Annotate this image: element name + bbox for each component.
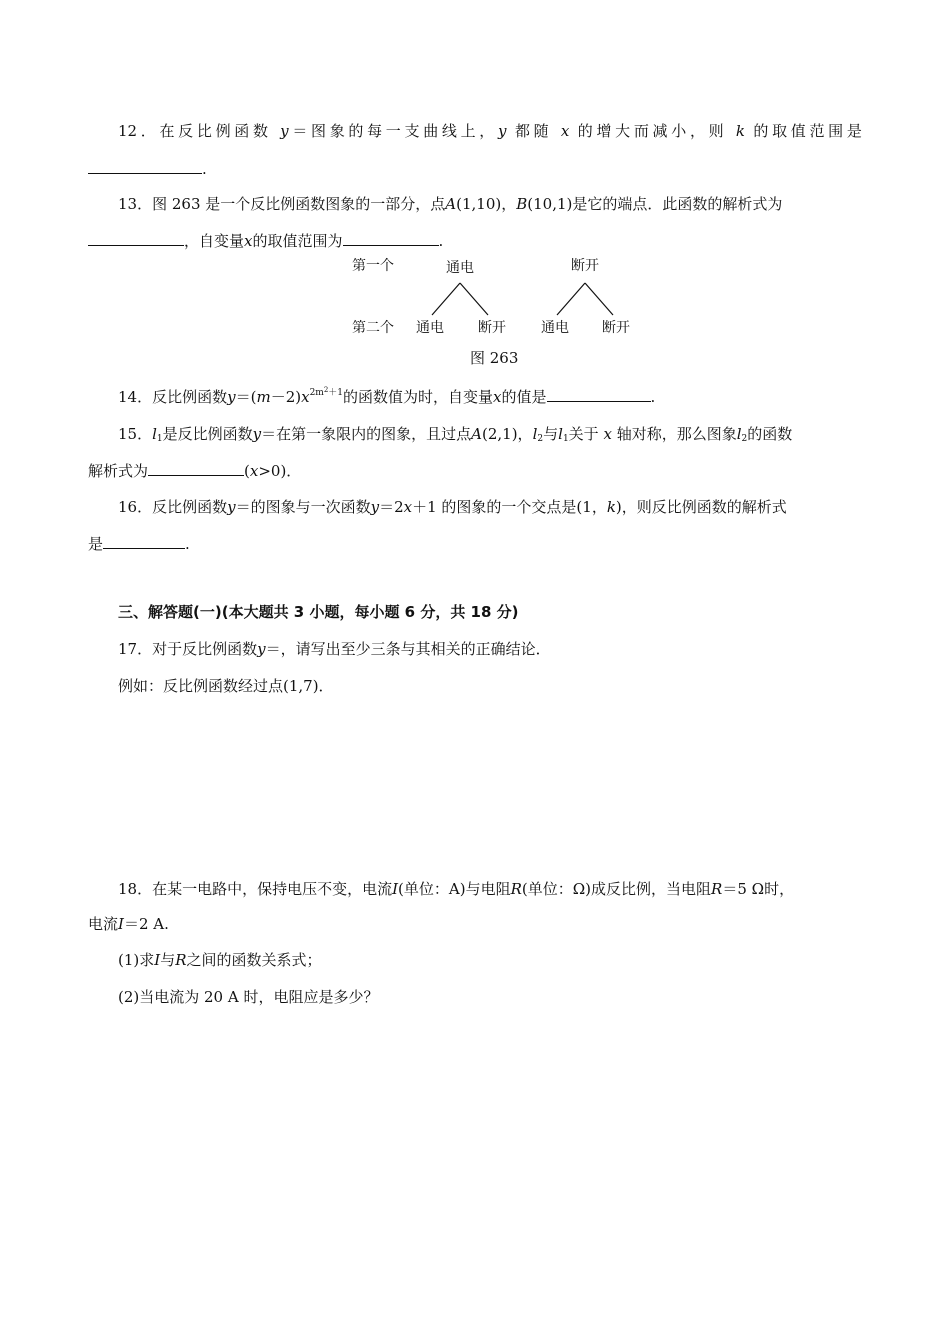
tree-diagram-figure <box>330 255 650 370</box>
answer-blank[interactable] <box>88 159 202 174</box>
q16-text: 是 <box>88 535 104 553</box>
q18-text: (1)求 <box>118 951 155 969</box>
var-y: y <box>252 425 262 443</box>
exponent-tail: ＋1 <box>328 388 344 398</box>
var-r: R <box>175 951 187 969</box>
exponent-power: 2 <box>323 386 329 394</box>
exponent <box>310 388 343 398</box>
question-number: 17． <box>118 640 153 658</box>
point-a: A <box>471 425 482 443</box>
question-number: 12． <box>118 122 160 140</box>
var-y: y <box>257 640 266 658</box>
row-1-label: 第一个 <box>352 258 394 274</box>
row-2-label: 第二个 <box>352 320 394 336</box>
var-r: R <box>510 880 522 898</box>
question-14-line-1 <box>118 387 898 407</box>
exponent-base: 2m <box>309 388 324 398</box>
node-bottom-2: 断开 <box>478 320 506 336</box>
q14-text: ＝( <box>235 388 257 406</box>
q14-text: 的函数值为时，自变量 <box>343 388 494 406</box>
q12-text: ＝图象的每一支曲线上， <box>288 122 498 140</box>
var-y: y <box>280 122 289 140</box>
q18-text: 在某一电路中，保持电压不变，电流 <box>152 880 393 898</box>
question-16-line-2 <box>88 534 868 554</box>
answer-blank[interactable] <box>547 387 651 402</box>
question-18-part-1 <box>118 950 898 970</box>
point-b: B <box>516 195 528 213</box>
question-number: 15． <box>118 425 153 443</box>
var-x: x <box>244 232 253 250</box>
question-13-line-1 <box>118 194 898 214</box>
period: . <box>650 388 656 406</box>
q12-text: 在反比例函数 <box>159 122 272 140</box>
q15-text: 与 <box>543 425 559 443</box>
var-x: x <box>301 388 310 406</box>
q18-text: ＝5 Ω时， <box>722 880 795 898</box>
var-x: x <box>603 425 612 443</box>
q16-text: ＋1 的图象的一个交点是(1， <box>412 498 607 516</box>
q18-text: (单位：Ω)成反比例，当电阻 <box>521 880 712 898</box>
var-i: I <box>118 915 124 933</box>
var-k: k <box>606 498 616 516</box>
paren: ( <box>244 462 250 480</box>
var-m: m <box>256 388 271 406</box>
figure-caption: 图 263 <box>470 349 519 367</box>
q15-text: 是反比例函数 <box>162 425 253 443</box>
var-l: l <box>532 425 538 443</box>
q13-text: (1,10)， <box>456 195 517 213</box>
var-x: x <box>560 122 570 140</box>
q13-text: 图 263 是一个反比例函数图象的一部分，点 <box>152 195 446 213</box>
var-r: R <box>711 880 723 898</box>
var-y: y <box>227 388 236 406</box>
q16-text: ＝2 <box>379 498 404 516</box>
var-x: x <box>403 498 413 516</box>
q16-text: ＝的图象与一次函数 <box>235 498 371 516</box>
var-y: y <box>370 498 380 516</box>
q13-text: (10,1) <box>527 195 573 213</box>
q14-text: 反比例函数 <box>152 388 228 406</box>
question-16-line-1 <box>118 497 898 517</box>
var-x: x <box>493 388 502 406</box>
q16-text: 反比例函数 <box>152 498 228 516</box>
question-15-line-1 <box>118 424 898 444</box>
q18-text: (单位：A)与电阻 <box>398 880 511 898</box>
q12-text: 的增大而减小，则 <box>577 122 728 140</box>
node-bottom-1: 通电 <box>416 320 444 336</box>
question-number: 13． <box>118 195 153 213</box>
node-bottom-4: 断开 <box>602 320 630 336</box>
q13-text: ，自变量 <box>184 232 245 250</box>
answer-blank[interactable] <box>103 534 185 549</box>
q15-text: 关于 <box>568 425 599 443</box>
q18-text: ＝2 A. <box>123 915 169 933</box>
subscript: 1 <box>156 434 163 444</box>
node-bottom-3: 通电 <box>541 320 569 336</box>
subscript: 2 <box>537 434 544 444</box>
q15-text: (2,1)， <box>482 425 533 443</box>
question-18-line-1 <box>118 879 898 899</box>
question-13-line-2 <box>88 231 868 251</box>
var-l: l <box>558 425 563 443</box>
q14-text: －2) <box>270 388 302 406</box>
node-top-left: 通电 <box>446 260 474 276</box>
condition: >0)． <box>258 462 302 480</box>
question-number: 14． <box>118 388 153 406</box>
q18-text: 电流 <box>88 915 119 933</box>
q13-text: 的取值范围为 <box>252 232 343 250</box>
var-l: l <box>736 425 742 443</box>
period: . <box>202 160 207 178</box>
question-17-example: 例如：反比例函数经过点(1,7)． <box>118 677 334 695</box>
period: . <box>185 535 190 553</box>
question-17-line-1 <box>118 639 898 659</box>
section-3-heading: 三、解答题(一)(本大题共 3 小题，每小题 6 分，共 18 分) <box>118 603 519 621</box>
var-k: k <box>735 122 745 140</box>
q15-text: 轴对称，那么图象 <box>616 425 737 443</box>
q12-text: 的取值范围是 <box>753 122 862 140</box>
q12-text: 都随 <box>514 122 553 140</box>
q14-text: 的值是 <box>501 388 547 406</box>
q15-text: 的函数 <box>747 425 793 443</box>
q17-text: ＝，请写出至少三条与其相关的正确结论． <box>265 640 551 658</box>
question-15-line-2 <box>88 461 868 481</box>
answer-blank[interactable] <box>148 461 244 476</box>
q16-text: )，则反比例函数的解析式 <box>615 498 787 516</box>
var-y: y <box>227 498 236 516</box>
question-18-part-2: (2)当电流为 20 A 时，电阻应是多少？ <box>118 988 379 1006</box>
var-i: I <box>392 880 399 898</box>
node-top-right: 断开 <box>571 258 599 274</box>
question-18-line-2 <box>88 914 868 934</box>
q18-text: 与 <box>160 951 176 969</box>
subscript: 1 <box>562 434 569 444</box>
var-l: l <box>152 425 157 443</box>
point-a: A <box>445 195 457 213</box>
q17-text: 对于反比例函数 <box>152 640 258 658</box>
var-i: I <box>154 951 161 969</box>
var-y: y <box>498 122 507 140</box>
var-x: x <box>249 462 259 480</box>
q15-text: 解析式为 <box>88 462 149 480</box>
question-number: 18． <box>118 880 153 898</box>
period: . <box>438 232 444 250</box>
answer-blank[interactable] <box>88 231 184 246</box>
subscript: 2 <box>741 434 748 444</box>
q15-text: ＝在第一象限内的图象，且过点 <box>261 425 472 443</box>
answer-blank[interactable] <box>343 231 439 246</box>
question-12-line-2 <box>88 159 868 179</box>
q18-text: 之间的函数关系式； <box>186 951 322 969</box>
question-12-line-1 <box>118 121 862 141</box>
q13-text: 是它的端点．此函数的解析式为 <box>572 195 783 213</box>
question-number: 16． <box>118 498 153 516</box>
